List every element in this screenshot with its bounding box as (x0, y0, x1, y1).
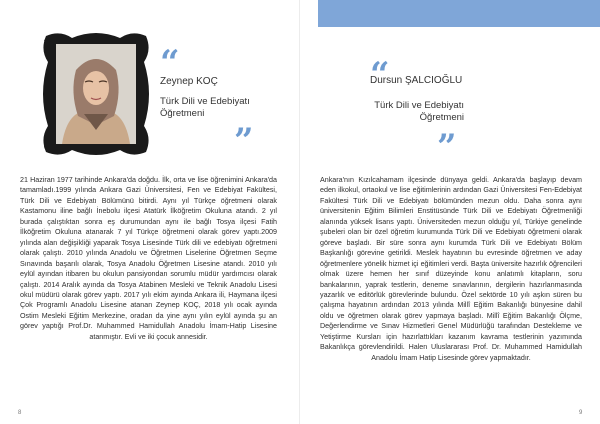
teacher-role-line2: Öğretmeni (419, 112, 464, 123)
teacher-biography: 21 Haziran 1977 tarihinde Ankara'da doğdu. İlk, orta ve lise öğrenimini Ankara'da tamamladı.1999 yılında Ankara Gazi Üniversitesi, Fen ve Edebiyat Fakültesi, Türk Dili ve Edebiyatı Bölümünü bitirdi. Aynı yıl Türkçe öğretmeni olarak Kastamonu iline bağlı İnebolu ilçesi Atatürk İlköğretim Okuluna atandı. 2 yıl burada çalıştıktan sonra eş durumundan aynı ile bağlı Tosya ilçesi Fatih İlköğretim Okuluna atanarak 7 yıl Türkçe öğretmeni olarak görev yaptı.2009 yılında alan değişikliği yaparak Tosya Lisesinde Türk dili ve edebiyatı öğretmeni olarak çalıştı. 2010 yılında Anadolu ve Öğretmen Liselerine Öğretmen Seçme Sınavında başarılı olarak, Tosya Anadolu Öğretmen Lisesine atandı. 2010 yılı eylül ayından itibaren bu okulun pansiyondan sorumlu müdür yardımcısı olarak çalıştı. 2014 Aralık ayında da Tosya Atabinen Mesleki ve Teknik Anadolu Lisesi okul müdürü olarak görev yaptı. 2017 yılı ekim ayında Ankara ili, Haymana ilçesi Çok Programlı Anadolu Lisesine atanan Zeynep KOÇ, 2018 yılı ocak ayında Ostim Mesleki Eğitim Merkezine, oradan da yine aynı yılın eylül ayında şu an görev yaptığı Prof.Dr. Muhammed Hamidullah Anadolu İmam-Hatip Lisesine atanmıştır. Evli ve iki çocuk annesidir. (20, 176, 277, 341)
teacher-name: Dursun ŞALCIOĞLU (370, 75, 463, 86)
teacher-name: Zeynep KOÇ (160, 76, 218, 87)
teacher-portrait (40, 30, 152, 158)
quote-close-mark: ” (437, 127, 454, 167)
header-accent-bar (318, 0, 600, 27)
page-number: 8 (18, 410, 22, 416)
teacher-role (160, 96, 250, 120)
teacher-role-line2: Öğretmeni (160, 108, 205, 119)
page-number: 9 (579, 410, 583, 416)
portrait-frame (40, 30, 152, 158)
teacher-role-line1: Türk Dili ve Edebiyatı (160, 96, 250, 107)
quote-close-mark: ” (234, 121, 251, 161)
teacher-biography: Ankara'nın Kızılcahamam ilçesinde dünyaya geldi. Ankara'da başlayıp devam eden ilkokul, ortaokul ve lise eğitimlerinin ardından Gazi Üniversitesi Fen-Edebiyat Fakültesi Türk Dili ve Edebiyatı bölümünden mezun oldu. Daha sonra aynı üniversitenin Eğitim Bilimleri Enstitüsünde Türk Dili ve Edebiyatı Öğretmenliği alanında yüksek lisans yaptı. Üniversiteden mezun olduğu yıl, Türkiye genelinde şubeleri olan bir özel öğretim kurumunda Türk Dili ve Edebiyatı öğretmeni olarak göreve başladı. Bir süre sonra aynı kurumda Türk Dili ve Edebiyatı Bölüm Başkanlığı görevine getirildi. Meslek hayatının bu evresinde öğretmen ve aday öğretmenlere yönelik hizmet içi eğitimleri verdi. Başta üniversite hazırlık öğrencileri olmak üzere hemen her sınıf düzeyinde konu anlatımlı kitapların, soru bankalarının, yaprak testlerin, deneme sınavlarının, dergilerin hazırlanmasında yazarlık ve editörlük görevlerinde bulundu. Özel sektörde 10 yılı aşkın süren bu çalışma hayatının ardından 2013 yılında Millî Eğitim Bakanlığı bünyesine dahil oldu ve öğretmen olarak görev yapmaya başladı. Millî Eğitim Bakanlığı Ölçme, Değerlendirme ve Sınav Hizmetleri Genel Müdürlüğü tarafından Destekleme ve Yetiştirme Kursları için hazırlattıkları kazanım kavrama testlerinin yazımında Bakanlıkça görevlendirildi. Halen Uluslararası Prof. Dr. Muhammed Hamidullah Anadolu İmam Hatip Lisesinde görev yapmaktadır. (320, 176, 582, 362)
quote-open-mark: “ (370, 55, 387, 95)
right-page (300, 0, 600, 424)
teacher-role (360, 100, 464, 124)
teacher-role-line1: Türk Dili ve Edebiyatı (374, 100, 464, 111)
quote-open-mark: “ (160, 43, 177, 83)
